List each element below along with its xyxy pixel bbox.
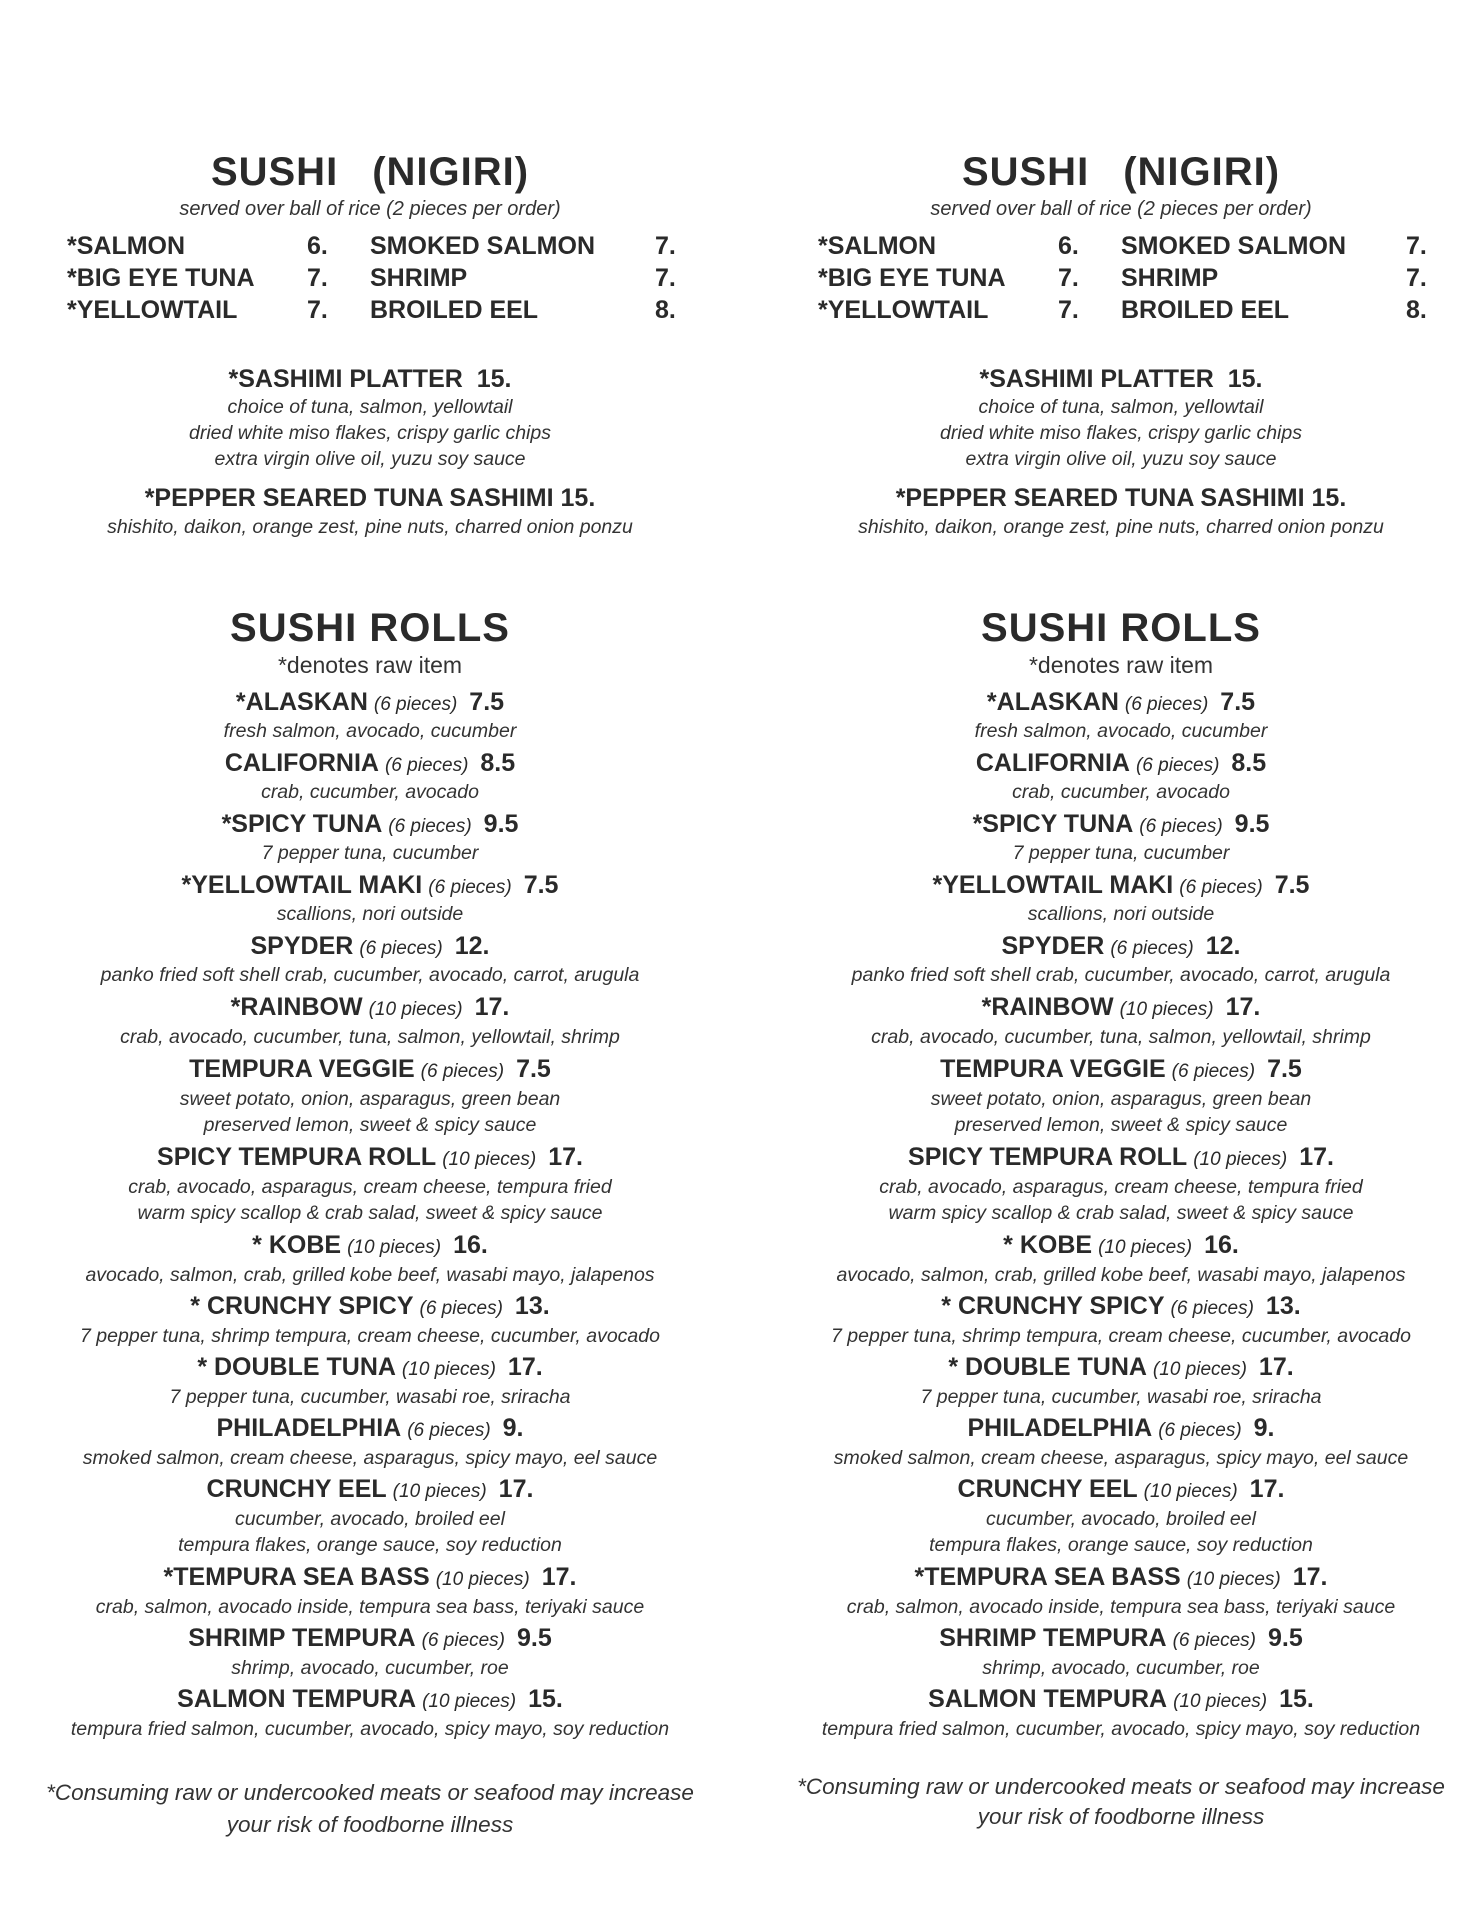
roll-name: *TEMPURA SEA BASS [163, 1563, 430, 1591]
roll-description: crab, cucumber, avocado [261, 781, 479, 803]
roll-price: 17. [1249, 1475, 1285, 1503]
roll-item-heading [20, 688, 720, 717]
roll-description: crab, avocado, cucumber, tuna, salmon, yellowtail, shrimp [871, 1026, 1371, 1048]
roll-description: 7 pepper tuna, cucumber, wasabi roe, sriracha [920, 1386, 1322, 1408]
roll-price: 13. [514, 1292, 550, 1320]
roll-price: 17. [1299, 1143, 1334, 1171]
nigiri-item-name: *SALMON [67, 232, 186, 260]
roll-pieces: (6 pieces) [1158, 1420, 1242, 1441]
roll-item-heading [771, 688, 1471, 717]
sashimi-platter-desc: choice of tuna, salmon, yellowtail [227, 396, 513, 418]
rolls-raw-note: *denotes raw item [277, 652, 463, 678]
roll-name: PHILADELPHIA [967, 1414, 1153, 1442]
roll-name: *SPICY TUNA [221, 810, 383, 838]
rolls-title: SUSHI ROLLS [981, 606, 1261, 650]
roll-description: smoked salmon, cream cheese, asparagus, spicy mayo, eel sauce [82, 1447, 658, 1469]
roll-item-heading [20, 1353, 720, 1382]
nigiri-subtitle: served over ball of rice (2 pieces per order) [179, 198, 561, 220]
roll-pieces: (6 pieces) [388, 816, 472, 837]
nigiri-item-name: BROILED EEL [370, 296, 539, 324]
roll-name: SPICY TEMPURA ROLL [908, 1143, 1188, 1171]
roll-description: crab, avocado, cucumber, tuna, salmon, yellowtail, shrimp [120, 1026, 620, 1048]
roll-item-heading [771, 993, 1471, 1022]
roll-price: 7.5 [1274, 871, 1310, 899]
roll-name: SHRIMP TEMPURA [188, 1624, 416, 1652]
roll-pieces: (6 pieces) [1171, 1061, 1256, 1082]
roll-pieces: (10 pieces) [1143, 1481, 1238, 1502]
roll-pieces: (6 pieces) [419, 1298, 503, 1319]
roll-name: SPYDER [1001, 932, 1105, 960]
roll-description: warm spicy scallop & crab salad, sweet & spicy sauce [888, 1202, 1354, 1224]
roll-item-heading [20, 871, 720, 900]
roll-pieces: (6 pieces) [421, 1630, 505, 1651]
roll-description: 7 pepper tuna, shrimp tempura, cream cheese, cucumber, avocado [831, 1325, 1411, 1347]
warning-line: your risk of foodborne illness [977, 1804, 1265, 1829]
sashimi-platter-name: *SASHIMI PLATTER [228, 365, 463, 393]
roll-item-heading [20, 993, 720, 1022]
roll-price: 17. [498, 1475, 534, 1503]
roll-description: sweet potato, onion, asparagus, green bean [179, 1088, 561, 1110]
roll-item-heading [771, 1563, 1471, 1592]
roll-description: shrimp, avocado, cucumber, roe [982, 1657, 1260, 1679]
roll-description: warm spicy scallop & crab salad, sweet & spicy sauce [137, 1202, 603, 1224]
roll-pieces: (6 pieces) [384, 755, 469, 776]
roll-item-heading [771, 1055, 1471, 1084]
sashimi-platter-price: 15. [476, 365, 512, 393]
roll-pieces: (10 pieces) [1098, 1237, 1193, 1258]
roll-name: CALIFORNIA [975, 749, 1130, 777]
sashimi-platter-heading [20, 365, 720, 394]
roll-price: 17. [1258, 1353, 1294, 1381]
roll-name: TEMPURA VEGGIE [189, 1055, 415, 1083]
roll-description: panko fried soft shell crab, cucumber, avocado, carrot, arugula [851, 964, 1391, 986]
sashimi-platter-desc: extra virgin olive oil, yuzu soy sauce [214, 448, 526, 470]
roll-item-heading [771, 749, 1471, 778]
nigiri-item-name: SMOKED SALMON [1121, 232, 1346, 260]
roll-pieces: (6 pieces) [1172, 1630, 1256, 1651]
roll-pieces: (10 pieces) [1173, 1691, 1268, 1712]
warning-line: your risk of foodborne illness [226, 1812, 514, 1837]
sashimi-platter-heading [771, 365, 1471, 394]
roll-name: *YELLOWTAIL MAKI [932, 871, 1174, 899]
roll-name: SPYDER [250, 932, 354, 960]
roll-item-heading [20, 1143, 720, 1172]
rolls-raw-note: *denotes raw item [1028, 652, 1214, 678]
roll-item-heading [771, 1685, 1471, 1714]
roll-price: 13. [1265, 1292, 1301, 1320]
roll-name: SALMON TEMPURA [928, 1685, 1168, 1713]
roll-name: *ALASKAN [986, 688, 1119, 716]
nigiri-item-name: *YELLOWTAIL [67, 296, 238, 324]
roll-name: *RAINBOW [230, 993, 363, 1021]
roll-price: 17. [474, 993, 510, 1021]
roll-pieces: (10 pieces) [422, 1691, 517, 1712]
roll-price: 9. [502, 1414, 524, 1442]
roll-name: TEMPURA VEGGIE [940, 1055, 1166, 1083]
sashimi-platter-desc: dried white miso flakes, crispy garlic chips [940, 422, 1302, 444]
roll-pieces: (10 pieces) [442, 1149, 537, 1170]
nigiri-title [20, 150, 720, 195]
pepper-tuna-name: *PEPPER SEARED TUNA SASHIMI [895, 484, 1305, 512]
roll-item-heading [20, 1055, 720, 1084]
pepper-tuna-heading [20, 484, 720, 513]
nigiri-item-price: 7. [655, 264, 676, 292]
nigiri-title [771, 150, 1471, 195]
roll-name: CRUNCHY EEL [206, 1475, 387, 1503]
roll-price: 9.5 [517, 1624, 552, 1652]
roll-description: fresh salmon, avocado, cucumber [974, 720, 1268, 742]
roll-pieces: (6 pieces) [1135, 755, 1220, 776]
roll-name: * DOUBLE TUNA [197, 1353, 396, 1381]
roll-price: 9.5 [483, 810, 519, 838]
roll-description: preserved lemon, sweet & spicy sauce [203, 1114, 537, 1136]
nigiri-item-name: *BIG EYE TUNA [67, 264, 255, 292]
sashimi-platter-desc: dried white miso flakes, crispy garlic chips [189, 422, 551, 444]
warning-line: *Consuming raw or undercooked meats or seafood may increase [46, 1780, 694, 1805]
roll-name: CALIFORNIA [224, 749, 379, 777]
roll-price: 9.5 [1234, 810, 1270, 838]
nigiri-item-price: 8. [655, 296, 676, 324]
roll-pieces: (6 pieces) [1170, 1298, 1254, 1319]
roll-description: sweet potato, onion, asparagus, green bean [930, 1088, 1312, 1110]
nigiri-item-price: 6. [307, 232, 328, 260]
roll-price: 7.5 [523, 871, 559, 899]
roll-description: panko fried soft shell crab, cucumber, avocado, carrot, arugula [100, 964, 640, 986]
sashimi-platter-desc: choice of tuna, salmon, yellowtail [978, 396, 1264, 418]
nigiri-item-price: 7. [1406, 264, 1427, 292]
roll-name: * KOBE [252, 1231, 342, 1259]
nigiri-title-paren: (NIGIRI) [1123, 150, 1281, 194]
roll-description: scallions, nori outside [276, 903, 464, 925]
roll-name: * CRUNCHY SPICY [190, 1292, 414, 1320]
roll-price: 9. [1253, 1414, 1275, 1442]
roll-name: SPICY TEMPURA ROLL [157, 1143, 437, 1171]
roll-description: crab, avocado, asparagus, cream cheese, tempura fried [879, 1176, 1363, 1198]
roll-item-heading [20, 810, 720, 839]
roll-item-heading [20, 1624, 720, 1653]
menu-column-right [771, 0, 1471, 1920]
roll-description: fresh salmon, avocado, cucumber [223, 720, 517, 742]
roll-description: scallions, nori outside [1027, 903, 1215, 925]
roll-price: 16. [453, 1231, 488, 1259]
roll-item-heading [20, 1292, 720, 1321]
roll-pieces: (6 pieces) [1139, 816, 1223, 837]
roll-pieces: (6 pieces) [428, 877, 512, 898]
roll-item-heading [771, 1292, 1471, 1321]
nigiri-item-price: 6. [1058, 232, 1079, 260]
nigiri-item-name: SHRIMP [1121, 264, 1219, 292]
roll-pieces: (6 pieces) [420, 1061, 505, 1082]
roll-price: 15. [1279, 1685, 1314, 1713]
nigiri-title-word: SUSHI [210, 150, 339, 194]
roll-item-heading [771, 1143, 1471, 1172]
roll-item-heading [771, 1231, 1471, 1260]
roll-description: tempura flakes, orange sauce, soy reduction [178, 1534, 562, 1556]
roll-item-heading [771, 1475, 1471, 1504]
roll-item-heading [771, 1414, 1471, 1443]
sashimi-platter-desc: extra virgin olive oil, yuzu soy sauce [965, 448, 1277, 470]
roll-name: * CRUNCHY SPICY [941, 1292, 1165, 1320]
roll-item-heading [20, 749, 720, 778]
roll-description: preserved lemon, sweet & spicy sauce [954, 1114, 1288, 1136]
roll-item-heading [771, 810, 1471, 839]
roll-name: SALMON TEMPURA [177, 1685, 417, 1713]
roll-pieces: (10 pieces) [1152, 1359, 1247, 1380]
roll-pieces: (10 pieces) [1186, 1569, 1281, 1590]
roll-name: *RAINBOW [981, 993, 1114, 1021]
roll-description: tempura fried salmon, cucumber, avocado, spicy mayo, soy reduction [70, 1718, 670, 1740]
roll-price: 12. [1205, 932, 1241, 960]
nigiri-item-name: BROILED EEL [1121, 296, 1290, 324]
warning-line: *Consuming raw or undercooked meats or seafood may increase [797, 1774, 1445, 1799]
sashimi-platter-name: *SASHIMI PLATTER [979, 365, 1214, 393]
nigiri-item-price: 7. [307, 264, 328, 292]
nigiri-item-price: 8. [1406, 296, 1427, 324]
nigiri-item-price: 7. [1406, 232, 1427, 260]
roll-description: crab, cucumber, avocado [1012, 781, 1230, 803]
roll-item-heading [771, 932, 1471, 961]
roll-pieces: (10 pieces) [392, 1481, 487, 1502]
roll-name: *SPICY TUNA [972, 810, 1134, 838]
roll-description: smoked salmon, cream cheese, asparagus, spicy mayo, eel sauce [833, 1447, 1409, 1469]
roll-price: 9.5 [1268, 1624, 1303, 1652]
nigiri-item-name: *YELLOWTAIL [818, 296, 989, 324]
roll-item-heading [20, 1685, 720, 1714]
roll-name: PHILADELPHIA [216, 1414, 402, 1442]
roll-description: 7 pepper tuna, cucumber, wasabi roe, sriracha [169, 1386, 571, 1408]
roll-price: 8.5 [480, 749, 516, 777]
roll-item-heading [20, 1414, 720, 1443]
roll-description: cucumber, avocado, broiled eel [235, 1508, 505, 1530]
nigiri-title-word: SUSHI [961, 150, 1090, 194]
roll-price: 7.5 [1267, 1055, 1302, 1083]
nigiri-item-name: *SALMON [818, 232, 937, 260]
roll-price: 17. [1225, 993, 1261, 1021]
roll-pieces: (10 pieces) [435, 1569, 530, 1590]
nigiri-item-price: 7. [1058, 264, 1079, 292]
nigiri-subtitle: served over ball of rice (2 pieces per order) [930, 198, 1312, 220]
roll-description: crab, avocado, asparagus, cream cheese, tempura fried [128, 1176, 612, 1198]
pepper-tuna-name: *PEPPER SEARED TUNA SASHIMI [144, 484, 554, 512]
roll-pieces: (10 pieces) [1193, 1149, 1288, 1170]
roll-pieces: (6 pieces) [1179, 877, 1263, 898]
roll-pieces: (6 pieces) [1110, 938, 1194, 959]
roll-pieces: (6 pieces) [359, 938, 443, 959]
roll-item-heading [20, 1475, 720, 1504]
roll-pieces: (6 pieces) [373, 694, 458, 715]
roll-item-heading [20, 1563, 720, 1592]
roll-name: *YELLOWTAIL MAKI [181, 871, 423, 899]
roll-price: 7.5 [469, 688, 505, 716]
roll-price: 17. [507, 1353, 543, 1381]
nigiri-item-name: SMOKED SALMON [370, 232, 595, 260]
pepper-tuna-price: 15. [560, 484, 596, 512]
roll-name: *TEMPURA SEA BASS [914, 1563, 1181, 1591]
roll-description: cucumber, avocado, broiled eel [986, 1508, 1256, 1530]
roll-item-heading [20, 1231, 720, 1260]
sashimi-platter-price: 15. [1227, 365, 1263, 393]
roll-pieces: (6 pieces) [407, 1420, 491, 1441]
roll-pieces: (10 pieces) [347, 1237, 442, 1258]
roll-pieces: (10 pieces) [1119, 999, 1214, 1020]
nigiri-title-paren: (NIGIRI) [372, 150, 530, 194]
roll-description: avocado, salmon, crab, grilled kobe beef, wasabi mayo, jalapenos [836, 1264, 1406, 1286]
nigiri-item-price: 7. [1058, 296, 1079, 324]
pepper-tuna-desc: shishito, daikon, orange zest, pine nuts, charred onion ponzu [107, 516, 633, 538]
roll-price: 15. [528, 1685, 563, 1713]
menu-column-left [20, 0, 720, 1920]
roll-item-heading [20, 932, 720, 961]
rolls-title: SUSHI ROLLS [230, 606, 510, 650]
roll-price: 7.5 [1220, 688, 1256, 716]
roll-name: * KOBE [1003, 1231, 1093, 1259]
roll-pieces: (10 pieces) [401, 1359, 496, 1380]
roll-item-heading [771, 1624, 1471, 1653]
roll-description: 7 pepper tuna, cucumber [1012, 842, 1230, 864]
nigiri-item-price: 7. [307, 296, 328, 324]
nigiri-item-name: *BIG EYE TUNA [818, 264, 1006, 292]
nigiri-item-price: 7. [655, 232, 676, 260]
roll-description: tempura flakes, orange sauce, soy reduction [929, 1534, 1313, 1556]
roll-price: 17. [548, 1143, 583, 1171]
roll-price: 7.5 [516, 1055, 551, 1083]
roll-description: crab, salmon, avocado inside, tempura sea bass, teriyaki sauce [95, 1596, 645, 1618]
pepper-tuna-heading [771, 484, 1471, 513]
roll-description: avocado, salmon, crab, grilled kobe beef, wasabi mayo, jalapenos [85, 1264, 655, 1286]
roll-name: *ALASKAN [235, 688, 368, 716]
roll-name: CRUNCHY EEL [957, 1475, 1138, 1503]
nigiri-item-name: SHRIMP [370, 264, 468, 292]
roll-description: shrimp, avocado, cucumber, roe [231, 1657, 509, 1679]
roll-pieces: (6 pieces) [1124, 694, 1209, 715]
pepper-tuna-price: 15. [1311, 484, 1347, 512]
roll-price: 8.5 [1231, 749, 1267, 777]
roll-description: 7 pepper tuna, shrimp tempura, cream cheese, cucumber, avocado [80, 1325, 660, 1347]
roll-description: crab, salmon, avocado inside, tempura sea bass, teriyaki sauce [846, 1596, 1396, 1618]
roll-price: 12. [454, 932, 490, 960]
roll-item-heading [771, 871, 1471, 900]
roll-pieces: (10 pieces) [368, 999, 463, 1020]
roll-price: 17. [541, 1563, 577, 1591]
pepper-tuna-desc: shishito, daikon, orange zest, pine nuts, charred onion ponzu [858, 516, 1384, 538]
roll-item-heading [771, 1353, 1471, 1382]
roll-description: tempura fried salmon, cucumber, avocado, spicy mayo, soy reduction [821, 1718, 1421, 1740]
roll-name: * DOUBLE TUNA [948, 1353, 1147, 1381]
roll-price: 17. [1292, 1563, 1328, 1591]
roll-description: 7 pepper tuna, cucumber [261, 842, 479, 864]
roll-price: 16. [1204, 1231, 1239, 1259]
roll-name: SHRIMP TEMPURA [939, 1624, 1167, 1652]
